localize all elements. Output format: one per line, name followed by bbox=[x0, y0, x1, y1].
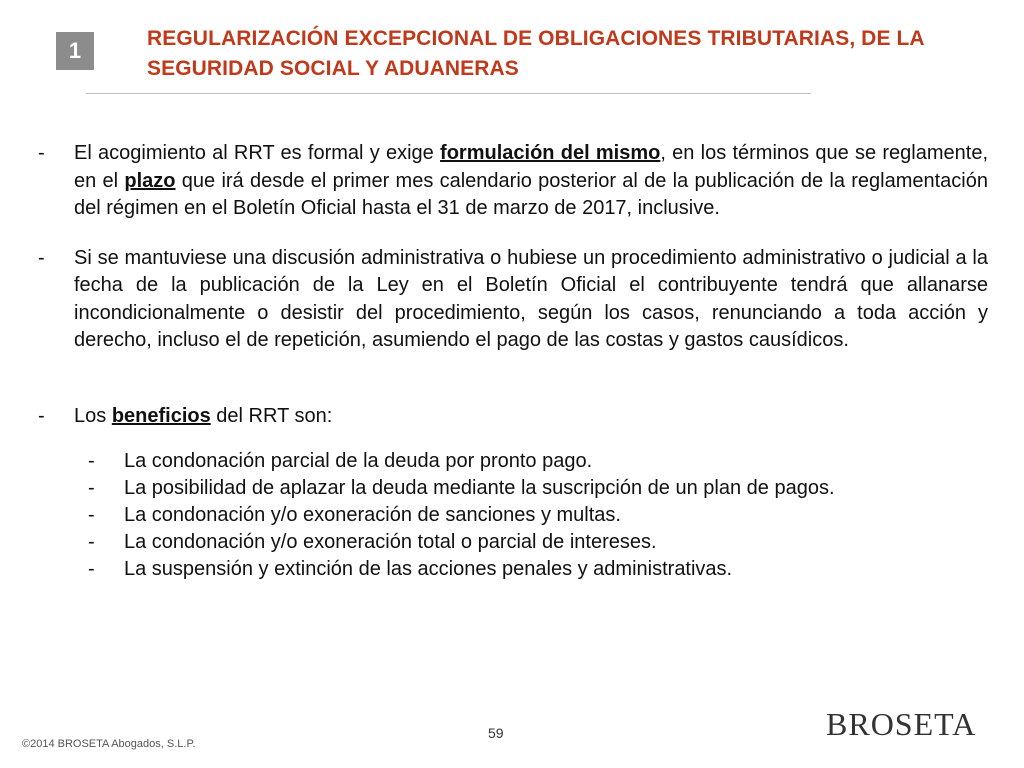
benefit-text: La suspensión y extinción de las acciones penales y administrativas. bbox=[124, 558, 733, 580]
text-run: del RRT son: bbox=[210, 404, 333, 427]
text-run: que irá desde el primer mes calendario posterior al de la publicación de la reglamentación del régimen en el Boletín Oficial hasta el 31 de marzo de 2017, inclusive. bbox=[74, 169, 988, 219]
title-line-2: SEGURIDAD SOCIAL Y ADUANERAS bbox=[147, 56, 519, 80]
benefit-text: La posibilidad de aplazar la deuda mediante la suscripción de un plan de pagos. bbox=[124, 477, 835, 499]
broseta-logo: BROSETA bbox=[826, 706, 977, 742]
copyright-notice: ©2014 BROSETA Abogados, S.L.P. bbox=[22, 738, 196, 750]
bullet-dash: - bbox=[88, 504, 95, 526]
bullet-dash: - bbox=[38, 404, 45, 427]
text-run: , en los términos que se reglamente, en el bbox=[74, 142, 988, 192]
slide-body bbox=[38, 140, 988, 583]
title-divider bbox=[86, 93, 811, 94]
bullet-dash: - bbox=[38, 142, 45, 164]
emphasis-formulacion: formulación del mismo bbox=[440, 142, 661, 164]
bullet-dash: - bbox=[88, 531, 95, 553]
list-item bbox=[88, 556, 988, 583]
title-line-1: REGULARIZACIÓN EXCEPCIONAL DE OBLIGACIONES TRIBUTARIAS, DE LA bbox=[147, 27, 925, 50]
slide-number-badge: 1 bbox=[56, 32, 94, 70]
bullet-dash: - bbox=[88, 558, 95, 580]
bullet-dash: - bbox=[38, 246, 45, 269]
paragraph-text: Si se mantuviese una discusión administrativa o hubiese un procedimiento administrativo o judicial a la fecha de la publicación de la Ley en el Boletín Oficial el contribuyente tendrá que allanarse incondicionalmente o desistir del procedimiento, según los casos, renunciando a toda acción y derecho, incluso el de repetición, asumiendo el pago de las costas y gastos causídicos. bbox=[74, 246, 988, 351]
list-item bbox=[88, 448, 988, 475]
bullet-discusion bbox=[38, 245, 988, 355]
text-run: El acogimiento al RRT es formal y exige bbox=[74, 142, 441, 164]
benefit-text: La condonación parcial de la deuda por pronto pago. bbox=[124, 450, 593, 472]
page-number: 59 bbox=[488, 725, 504, 741]
slide-title bbox=[147, 24, 947, 84]
list-item bbox=[88, 475, 988, 502]
bullet-dash: - bbox=[88, 450, 95, 472]
benefit-text: La condonación y/o exoneración de sanciones y multas. bbox=[124, 504, 621, 526]
benefit-text: La condonación y/o exoneración total o parcial de intereses. bbox=[124, 531, 657, 553]
text-run: Los bbox=[74, 404, 112, 427]
list-item bbox=[88, 529, 988, 556]
emphasis-plazo: plazo bbox=[124, 169, 176, 192]
paragraph-text bbox=[74, 403, 988, 431]
benefits-list bbox=[38, 448, 988, 583]
list-item bbox=[88, 502, 988, 529]
bullet-beneficios bbox=[38, 403, 988, 431]
bullet-acogimiento bbox=[38, 140, 988, 223]
emphasis-beneficios: beneficios bbox=[111, 404, 211, 427]
bullet-dash: - bbox=[88, 477, 95, 499]
paragraph-text bbox=[74, 140, 988, 223]
